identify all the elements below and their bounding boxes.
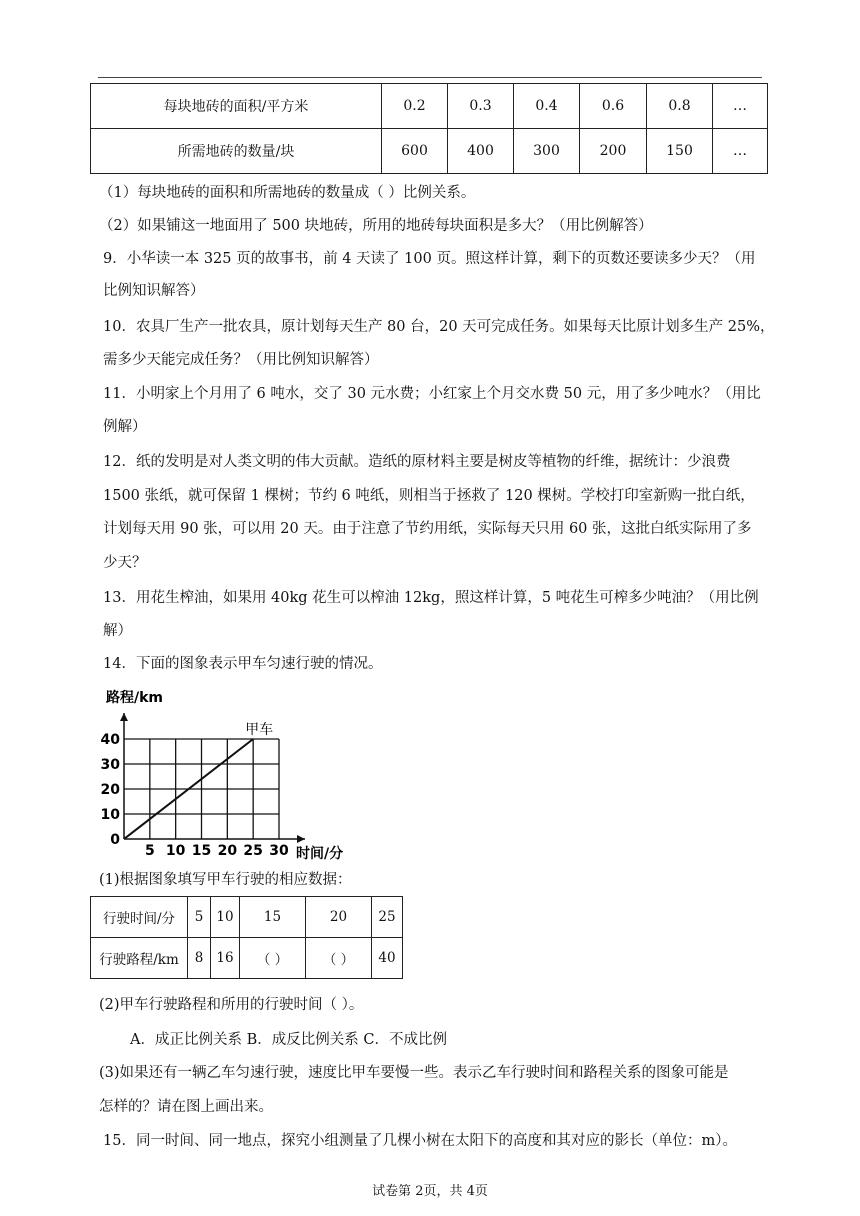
question-10: 10．农具厂生产一批农具，原计划每天生产 80 台，20 天可完成任务。如果每天比原计划多生产 25%， — [103, 319, 775, 335]
table-cell: 600 — [382, 129, 448, 174]
x-tick-label: 30 — [269, 843, 289, 859]
table-cell: … — [713, 129, 768, 174]
table-cell: 400 — [448, 129, 514, 174]
question-14-1: (1)根据图象填写甲车行驶的相应数据： — [99, 872, 352, 888]
x-axis-label: 时间/分 — [296, 846, 344, 862]
x-tick-label: 10 — [165, 843, 186, 859]
table-cell: 0.2 — [382, 84, 448, 129]
x-tick-label: 5 — [144, 843, 155, 859]
question-14: 14．下面的图象表示甲车匀速行驶的情况。 — [103, 656, 383, 672]
y-axis-arrow — [120, 713, 128, 721]
table-cell: 16 — [211, 938, 240, 979]
page-footer: 试卷第 2页，共 4页 — [372, 1184, 488, 1199]
table-cell: 200 — [580, 129, 647, 174]
y-tick-label: 0 — [110, 832, 120, 848]
question-11: 11．小明家上个月用了 6 吨水，交了 30 元水费；小红家上个月交水费 50 元，用了多少吨水？（用比 — [103, 386, 761, 402]
question-8-2: （2）如果铺这一地面用了 500 块地砖，所用的地砖每块面积是多大？（用比例解答） — [99, 218, 653, 234]
blank-cell[interactable]: （ ） — [240, 938, 306, 979]
table-row — [91, 938, 403, 979]
row-label: 所需地砖的数量/块 — [91, 129, 382, 174]
row-label: 行驶时间/分 — [91, 897, 188, 938]
x-tick-label: 15 — [191, 843, 212, 859]
x-axis-arrow — [297, 835, 305, 843]
travel-table — [90, 896, 403, 979]
y-tick-label: 10 — [100, 807, 120, 823]
table-row — [91, 129, 768, 174]
table-cell: 10 — [211, 897, 240, 938]
table-cell: … — [713, 84, 768, 129]
blank-cell[interactable]: （ ） — [306, 938, 372, 979]
table-cell: 150 — [647, 129, 713, 174]
question-14-3-cont: 怎样的？请在图上画出来。 — [99, 1099, 273, 1115]
row-label: 每块地砖的面积/平方米 — [91, 84, 382, 129]
question-12-cont2: 计划每天用 90 张，可以用 20 天。由于注意了节约用纸，实际每天只用 60 张，这批白纸实际用了多 — [103, 521, 752, 537]
question-12-cont3: 少天？ — [103, 555, 147, 571]
question-14-options: A．成正比例关系 B．成反比例关系 C．不成比例 — [130, 1032, 447, 1048]
y-axis-label: 路程/km — [106, 690, 164, 706]
top-rule — [98, 77, 762, 78]
table-cell: 15 — [240, 897, 306, 938]
table-cell: 300 — [514, 129, 580, 174]
y-tick-label: 30 — [100, 757, 120, 773]
table-cell: 0.4 — [514, 84, 580, 129]
question-15: 15．同一时间、同一地点，探究小组测量了几棵小树在太阳下的高度和其对应的影长（单位：m）。 — [103, 1133, 737, 1149]
table-cell: 0.3 — [448, 84, 514, 129]
question-8-1: （1）每块地砖的面积和所需地砖的数量成（ ）比例关系。 — [99, 185, 476, 201]
distance-time-chart — [100, 682, 360, 866]
table-row — [91, 84, 768, 129]
question-14-2: (2)甲车行驶路程和所用的行驶时间（ ）。 — [99, 997, 364, 1013]
x-tick-label: 25 — [243, 843, 263, 859]
question-14-3: (3)如果还有一辆乙车匀速行驶，速度比甲车要慢一些。表示乙车行驶时间和路程关系的图象可能是 — [99, 1065, 729, 1081]
question-11-cont: 例解） — [103, 419, 147, 435]
series-label: 甲车 — [245, 722, 274, 738]
table-cell: 0.8 — [647, 84, 713, 129]
row-label: 行驶路程/km — [91, 938, 188, 979]
question-10-cont: 需多少天能完成任务？（用比例知识解答） — [103, 352, 379, 368]
table-cell: 0.6 — [580, 84, 647, 129]
y-tick-label: 20 — [100, 782, 120, 798]
table-cell: 25 — [372, 897, 403, 938]
y-tick-label: 40 — [100, 732, 120, 748]
table-cell: 5 — [188, 897, 211, 938]
table-cell: 40 — [372, 938, 403, 979]
table-row — [91, 897, 403, 938]
x-tick-label: 20 — [217, 843, 238, 859]
tile-table — [90, 83, 768, 174]
question-9: 9．小华读一本 325 页的故事书，前 4 天读了 100 页。照这样计算，剩下的页数还要读多少天？（用 — [103, 251, 756, 267]
question-13-cont: 解） — [103, 623, 132, 639]
question-13: 13．用花生榨油，如果用 40kg 花生可以榨油 12kg，照这样计算，5 吨花生可榨多少吨油？（用比例 — [103, 590, 759, 606]
table-cell: 20 — [306, 897, 372, 938]
question-12: 12．纸的发明是对人类文明的伟大贡献。造纸的原材料主要是树皮等植物的纤维，据统计：少浪费 — [103, 454, 731, 470]
table-cell: 8 — [188, 938, 211, 979]
question-12-cont1: 1500 张纸，就可保留 1 棵树；节约 6 吨纸，则相当于拯救了 120 棵树。学校打印室新购一批白纸， — [103, 488, 755, 504]
question-9-cont: 比例知识解答） — [103, 283, 205, 299]
